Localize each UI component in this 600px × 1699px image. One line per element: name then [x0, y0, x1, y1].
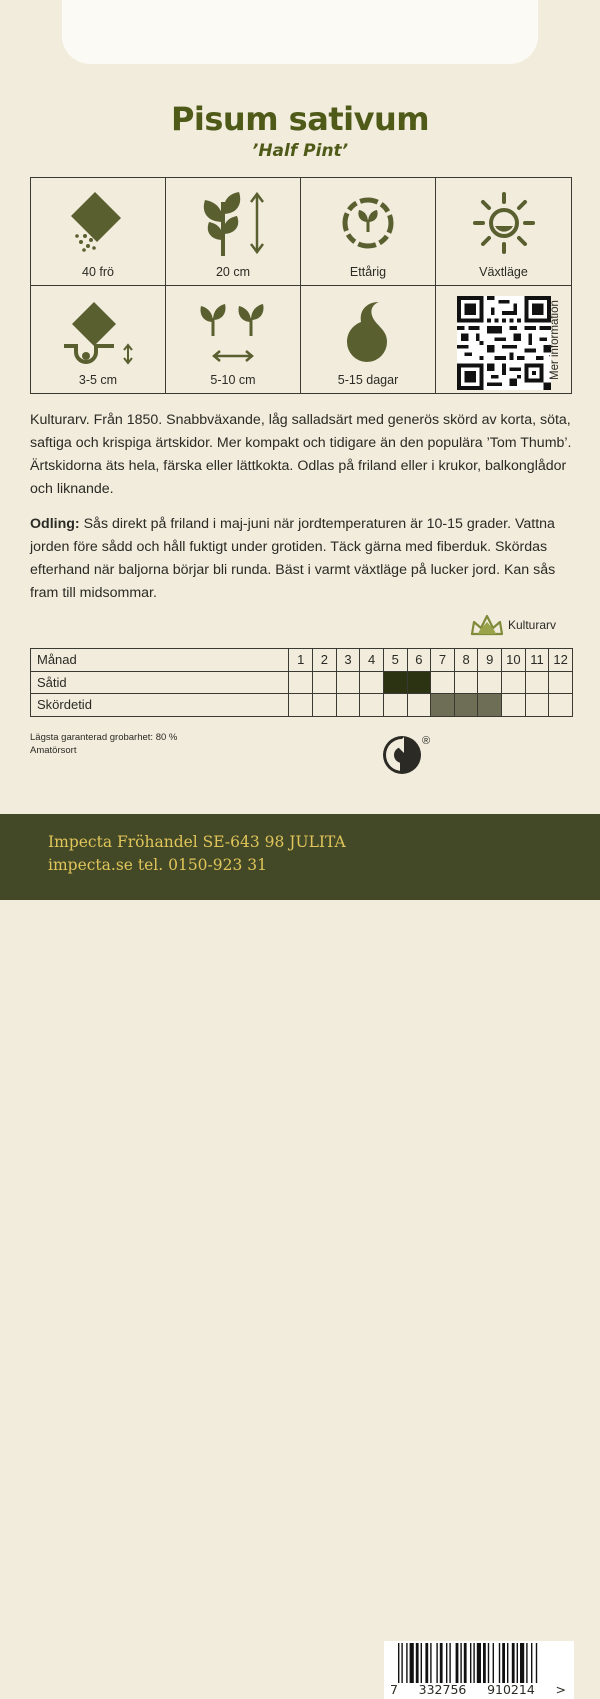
- sow-month-7: [431, 671, 455, 694]
- plant-height-cell: [166, 178, 301, 286]
- sun-label: Växtläge: [479, 264, 528, 279]
- seed-packet-icon: [63, 188, 133, 258]
- harvest-label: Skördetid: [31, 694, 289, 717]
- harvest-month-11: [525, 694, 549, 717]
- qr-code-icon[interactable]: [457, 296, 551, 390]
- plant-spacing-icon: [193, 296, 273, 368]
- month-cell: 6: [407, 649, 431, 672]
- qr-cell: [436, 286, 571, 394]
- sowing-depth-cell: [31, 286, 166, 394]
- cultivation-text: [30, 513, 575, 605]
- sowing-row: [31, 671, 573, 694]
- heritage-label: Kulturarv: [508, 618, 557, 632]
- sow-month-6: [407, 671, 431, 694]
- month-cell: 12: [549, 649, 573, 672]
- germination-label: 5-15 dagar: [337, 373, 399, 387]
- germination-cell: [301, 286, 436, 394]
- month-cell: 9: [478, 649, 502, 672]
- crown-icon: [470, 614, 504, 636]
- calendar-header-row: [31, 649, 573, 672]
- month-cell: 5: [383, 649, 407, 672]
- harvest-month-5: [383, 694, 407, 717]
- info-icon-grid: [30, 177, 572, 394]
- harvest-month-9: [478, 694, 502, 717]
- sow-month-12: [549, 671, 573, 694]
- sowing-depth-label: 3-5 cm: [78, 373, 118, 387]
- month-header-label: Månad: [31, 649, 289, 672]
- harvest-row: [31, 694, 573, 717]
- harvest-month-10: [502, 694, 526, 717]
- amateur-variety-note: Amatörsort: [30, 745, 77, 756]
- seed-count-label: 40 frö: [82, 264, 114, 279]
- sow-month-8: [454, 671, 478, 694]
- harvest-month-6: [407, 694, 431, 717]
- month-cell: 3: [336, 649, 360, 672]
- month-cell: 4: [360, 649, 384, 672]
- page-title: Pisum sativum: [170, 100, 430, 138]
- month-cell: 8: [454, 649, 478, 672]
- seed-count-cell: [31, 178, 166, 286]
- footer-bar: [0, 814, 600, 1697]
- annual-cycle-icon: [333, 188, 403, 258]
- plant-spacing-cell: [166, 286, 301, 394]
- variety-name: ’Half Pint’: [251, 141, 349, 161]
- lifecycle-label: Ettårig: [349, 264, 387, 279]
- sun-icon: [469, 188, 539, 258]
- sowing-depth-icon: [58, 296, 138, 368]
- month-cell: 2: [313, 649, 337, 672]
- cultivation-label: Odling:: [30, 516, 80, 532]
- plant-height-icon: [193, 188, 273, 258]
- more-info-label: Mer information: [549, 299, 561, 380]
- harvest-month-1: [289, 694, 313, 717]
- lifecycle-cell: [301, 178, 436, 286]
- sow-month-10: [502, 671, 526, 694]
- sow-month-3: [336, 671, 360, 694]
- fine-print: [30, 731, 177, 757]
- month-cell: 10: [502, 649, 526, 672]
- sow-month-4: [360, 671, 384, 694]
- barcode-digits: [384, 1682, 574, 1697]
- barcode-group-1: 332756: [418, 1682, 467, 1697]
- harvest-month-2: [313, 694, 337, 717]
- registered-mark: ®: [422, 735, 431, 747]
- sow-month-11: [525, 671, 549, 694]
- harvest-month-3: [336, 694, 360, 717]
- harvest-month-7: [431, 694, 455, 717]
- barcode-bars-icon: [384, 1643, 574, 1687]
- heritage-badge: [470, 614, 556, 636]
- company-contact: impecta.se tel. 0150-923 31: [48, 856, 268, 874]
- barcode-arrow: >: [555, 1682, 566, 1697]
- sowing-label: Såtid: [31, 671, 289, 694]
- sow-month-9: [478, 671, 502, 694]
- harvest-month-12: [549, 694, 573, 717]
- cultivation-body: Sås direkt på friland i maj-juni när jordtemperaturen är 10-15 grader. Vattna jorden före sådd och håll fuktigt under grotiden. Täck gärna med fiberduk. Skördas efterhand när baljorna börjar bli runda. Bäst i varmt växtläge på lucker jord. Kan sås fram till midsommar.: [30, 516, 556, 601]
- harvest-month-8: [454, 694, 478, 717]
- green-dot-recycling-icon: [382, 733, 438, 777]
- sun-cell: [436, 178, 571, 286]
- sow-month-1: [289, 671, 313, 694]
- month-cell: 11: [525, 649, 549, 672]
- plant-height-label: 20 cm: [215, 264, 251, 279]
- hanger-cutout: [62, 0, 538, 64]
- harvest-month-4: [360, 694, 384, 717]
- month-cell: 7: [431, 649, 455, 672]
- germination-guarantee: Lägsta garanterad grobarhet: 80 %: [30, 732, 178, 743]
- company-address: Impecta Fröhandel SE-643 98 JULITA: [48, 833, 346, 851]
- month-cell: 1: [289, 649, 313, 672]
- barcode: [384, 1641, 574, 1699]
- plant-spacing-label: 5-10 cm: [210, 373, 256, 387]
- sowing-calendar: [30, 648, 573, 717]
- description-text: Kulturarv. Från 1850. Snabbväxande, låg salladsärt med generös skörd av korta, söta, saftiga och krispiga ärtskidor. Mer kompakt och tidigare än den populära ’Tom Thumb’. Ärtskidorna äts hela, färska eller lättkokta. Odlas på friland eller i krukor, balkonglådor och liknande.: [30, 412, 572, 497]
- barcode-group-2: 910214: [487, 1682, 535, 1697]
- sow-month-2: [313, 671, 337, 694]
- germination-icon: [333, 296, 403, 368]
- sow-month-5: [383, 671, 407, 694]
- barcode-prefix: 7: [390, 1682, 398, 1697]
